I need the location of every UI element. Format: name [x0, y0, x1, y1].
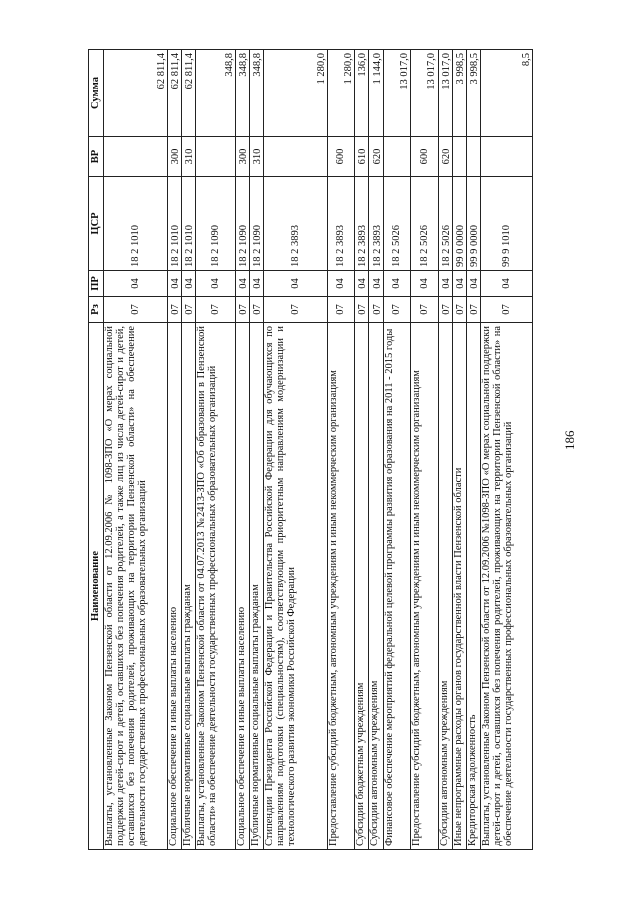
row-rz: 07	[355, 297, 369, 323]
row-csr: 18 2 5026	[438, 177, 452, 271]
header-rz: Рз	[89, 297, 104, 323]
row-pr: 04	[167, 271, 181, 297]
row-rz: 07	[181, 297, 195, 323]
row-rz: 07	[104, 297, 168, 323]
row-csr: 18 2 3893	[355, 177, 369, 271]
row-vr	[452, 137, 466, 177]
row-csr: 18 2 5026	[411, 177, 438, 271]
table-header-row	[89, 50, 104, 850]
row-csr: 18 2 1010	[104, 177, 168, 271]
row-rz: 07	[167, 297, 181, 323]
table-row	[481, 50, 533, 850]
row-rz: 07	[481, 297, 533, 323]
row-sum: 13 017,0	[383, 50, 410, 137]
row-sum: 3 998,5	[452, 50, 466, 137]
row-rz: 07	[235, 297, 249, 323]
page-number: 186	[562, 430, 577, 450]
row-name: Иные непрограммные расходы органов государственной власти Пензенской области	[452, 323, 466, 850]
row-name: Предоставление субсидий бюджетным, автономным учреждениям и иным некоммерческим организациям	[411, 323, 438, 850]
row-pr: 04	[235, 271, 249, 297]
header-pr: ПР	[89, 271, 104, 297]
row-pr: 04	[438, 271, 452, 297]
row-sum: 348,8	[235, 50, 249, 137]
row-rz: 07	[196, 297, 235, 323]
budget-table-sheet	[88, 50, 533, 850]
table-row	[383, 50, 410, 850]
row-csr: 18 2 3893	[327, 177, 354, 271]
row-pr: 04	[181, 271, 195, 297]
row-rz: 07	[411, 297, 438, 323]
row-rz: 07	[383, 297, 410, 323]
row-sum: 1 144,0	[369, 50, 383, 137]
row-name: Выплаты, установленные Законом Пензенской области от 12.09.2006 № 1098-ЗПО «О мерах социальной поддержки детей-сирот и детей, оставшихся без попечения родителей, а также лиц из числа детей-сирот и детей, оставшихся без попечения родителей, проживающих на территории Пензенской области» на обеспечение деятельности государственных профессиональных образовательных организаций	[104, 323, 168, 850]
row-name: Кредиторская задолженность	[467, 323, 481, 850]
row-pr: 04	[264, 271, 328, 297]
row-vr: 620	[369, 137, 383, 177]
row-vr	[383, 137, 410, 177]
header-sum: Сумма	[89, 50, 104, 137]
row-name: Субсидии автономным учреждениям	[438, 323, 452, 850]
row-csr: 99 9 0000	[467, 177, 481, 271]
row-pr: 04	[411, 271, 438, 297]
row-sum: 3 998,5	[467, 50, 481, 137]
row-name: Субсидии бюджетным учреждениям	[355, 323, 369, 850]
table-row	[196, 50, 235, 850]
row-csr: 18 2 1010	[167, 177, 181, 271]
row-sum: 348,8	[249, 50, 263, 137]
row-name: Предоставление субсидий бюджетным, автономным учреждениям и иным некоммерческим организациям	[327, 323, 354, 850]
row-rz: 07	[452, 297, 466, 323]
row-rz: 07	[369, 297, 383, 323]
row-pr: 04	[249, 271, 263, 297]
table-row	[467, 50, 481, 850]
row-csr: 99 9 1010	[481, 177, 533, 271]
row-sum: 348,8	[196, 50, 235, 137]
table-row	[264, 50, 328, 850]
row-csr: 18 2 5026	[383, 177, 410, 271]
row-name: Публичные нормативные социальные выплаты гражданам	[181, 323, 195, 850]
row-pr: 04	[196, 271, 235, 297]
row-csr: 18 2 3893	[264, 177, 328, 271]
row-sum: 8,5	[481, 50, 533, 137]
row-rz: 07	[264, 297, 328, 323]
row-csr: 18 2 3893	[369, 177, 383, 271]
row-pr: 04	[369, 271, 383, 297]
row-name: Выплаты, установленные Законом Пензенской области от 12.09.2006 №1098-ЗПО «О мерах социальной поддержки детей-сирот и детей, оставшихся без попечения родителей, проживающих на территории Пензенской области» на обеспечение деятельности государственных профессиональных образовательных организаций	[481, 323, 533, 850]
row-csr: 18 2 1010	[181, 177, 195, 271]
table-row	[327, 50, 354, 850]
table-row	[235, 50, 249, 850]
row-rz: 07	[438, 297, 452, 323]
header-name: Наименование	[89, 323, 104, 850]
row-pr: 04	[467, 271, 481, 297]
table-row	[411, 50, 438, 850]
row-vr	[264, 137, 328, 177]
row-vr: 600	[327, 137, 354, 177]
table-row	[438, 50, 452, 850]
row-rz: 07	[327, 297, 354, 323]
row-vr: 600	[411, 137, 438, 177]
header-csr: ЦСР	[89, 177, 104, 271]
row-name: Социальное обеспечение и иные выплаты населению	[167, 323, 181, 850]
row-rz: 07	[249, 297, 263, 323]
row-name: Выплаты, установленные Законом Пензенской области от 04.07.2013 №2413-ЗПО «Об образовании в Пензенской области» на обеспечение деятельности государственных профессиональных образовательных организаций	[196, 323, 235, 850]
row-name: Финансовое обеспечение мероприятий федеральной целевой программы развития образования на 2011 - 2015 годы	[383, 323, 410, 850]
row-sum: 13 017,0	[438, 50, 452, 137]
row-name: Публичные нормативные социальные выплаты гражданам	[249, 323, 263, 850]
budget-table	[88, 49, 533, 850]
row-sum: 62 811,4	[181, 50, 195, 137]
row-name: Стипендии Президента Российской Федерации и Правительства Российской Федерации для обучающихся по направлениям подготовки (специальностям), соответствующим приоритетным направлениям модернизации и технологического развития экономики Российской Федерации	[264, 323, 328, 850]
row-csr: 99 0 0000	[452, 177, 466, 271]
row-sum: 62 811,4	[104, 50, 168, 137]
row-pr: 04	[355, 271, 369, 297]
row-vr: 310	[181, 137, 195, 177]
row-csr: 18 2 1090	[196, 177, 235, 271]
table-row	[181, 50, 195, 850]
row-vr: 610	[355, 137, 369, 177]
table-row	[104, 50, 168, 850]
row-csr: 18 2 1090	[249, 177, 263, 271]
table-row	[369, 50, 383, 850]
row-sum: 136,0	[355, 50, 369, 137]
row-vr: 310	[249, 137, 263, 177]
row-sum: 1 280,0	[264, 50, 328, 137]
row-sum: 1 280,0	[327, 50, 354, 137]
row-pr: 04	[104, 271, 168, 297]
row-pr: 04	[327, 271, 354, 297]
table-row	[452, 50, 466, 850]
row-vr	[481, 137, 533, 177]
row-pr: 04	[452, 271, 466, 297]
table-row	[167, 50, 181, 850]
row-vr	[104, 137, 168, 177]
row-pr: 04	[481, 271, 533, 297]
table-row	[249, 50, 263, 850]
row-vr	[196, 137, 235, 177]
row-csr: 18 2 1090	[235, 177, 249, 271]
row-vr: 620	[438, 137, 452, 177]
row-name: Социальное обеспечение и иные выплаты населению	[235, 323, 249, 850]
row-rz: 07	[467, 297, 481, 323]
row-vr	[467, 137, 481, 177]
row-vr: 300	[167, 137, 181, 177]
row-name: Субсидии автономным учреждениям	[369, 323, 383, 850]
header-vr: ВР	[89, 137, 104, 177]
table-row	[355, 50, 369, 850]
row-pr: 04	[383, 271, 410, 297]
row-vr: 300	[235, 137, 249, 177]
row-sum: 62 811,4	[167, 50, 181, 137]
row-sum: 13 017,0	[411, 50, 438, 137]
